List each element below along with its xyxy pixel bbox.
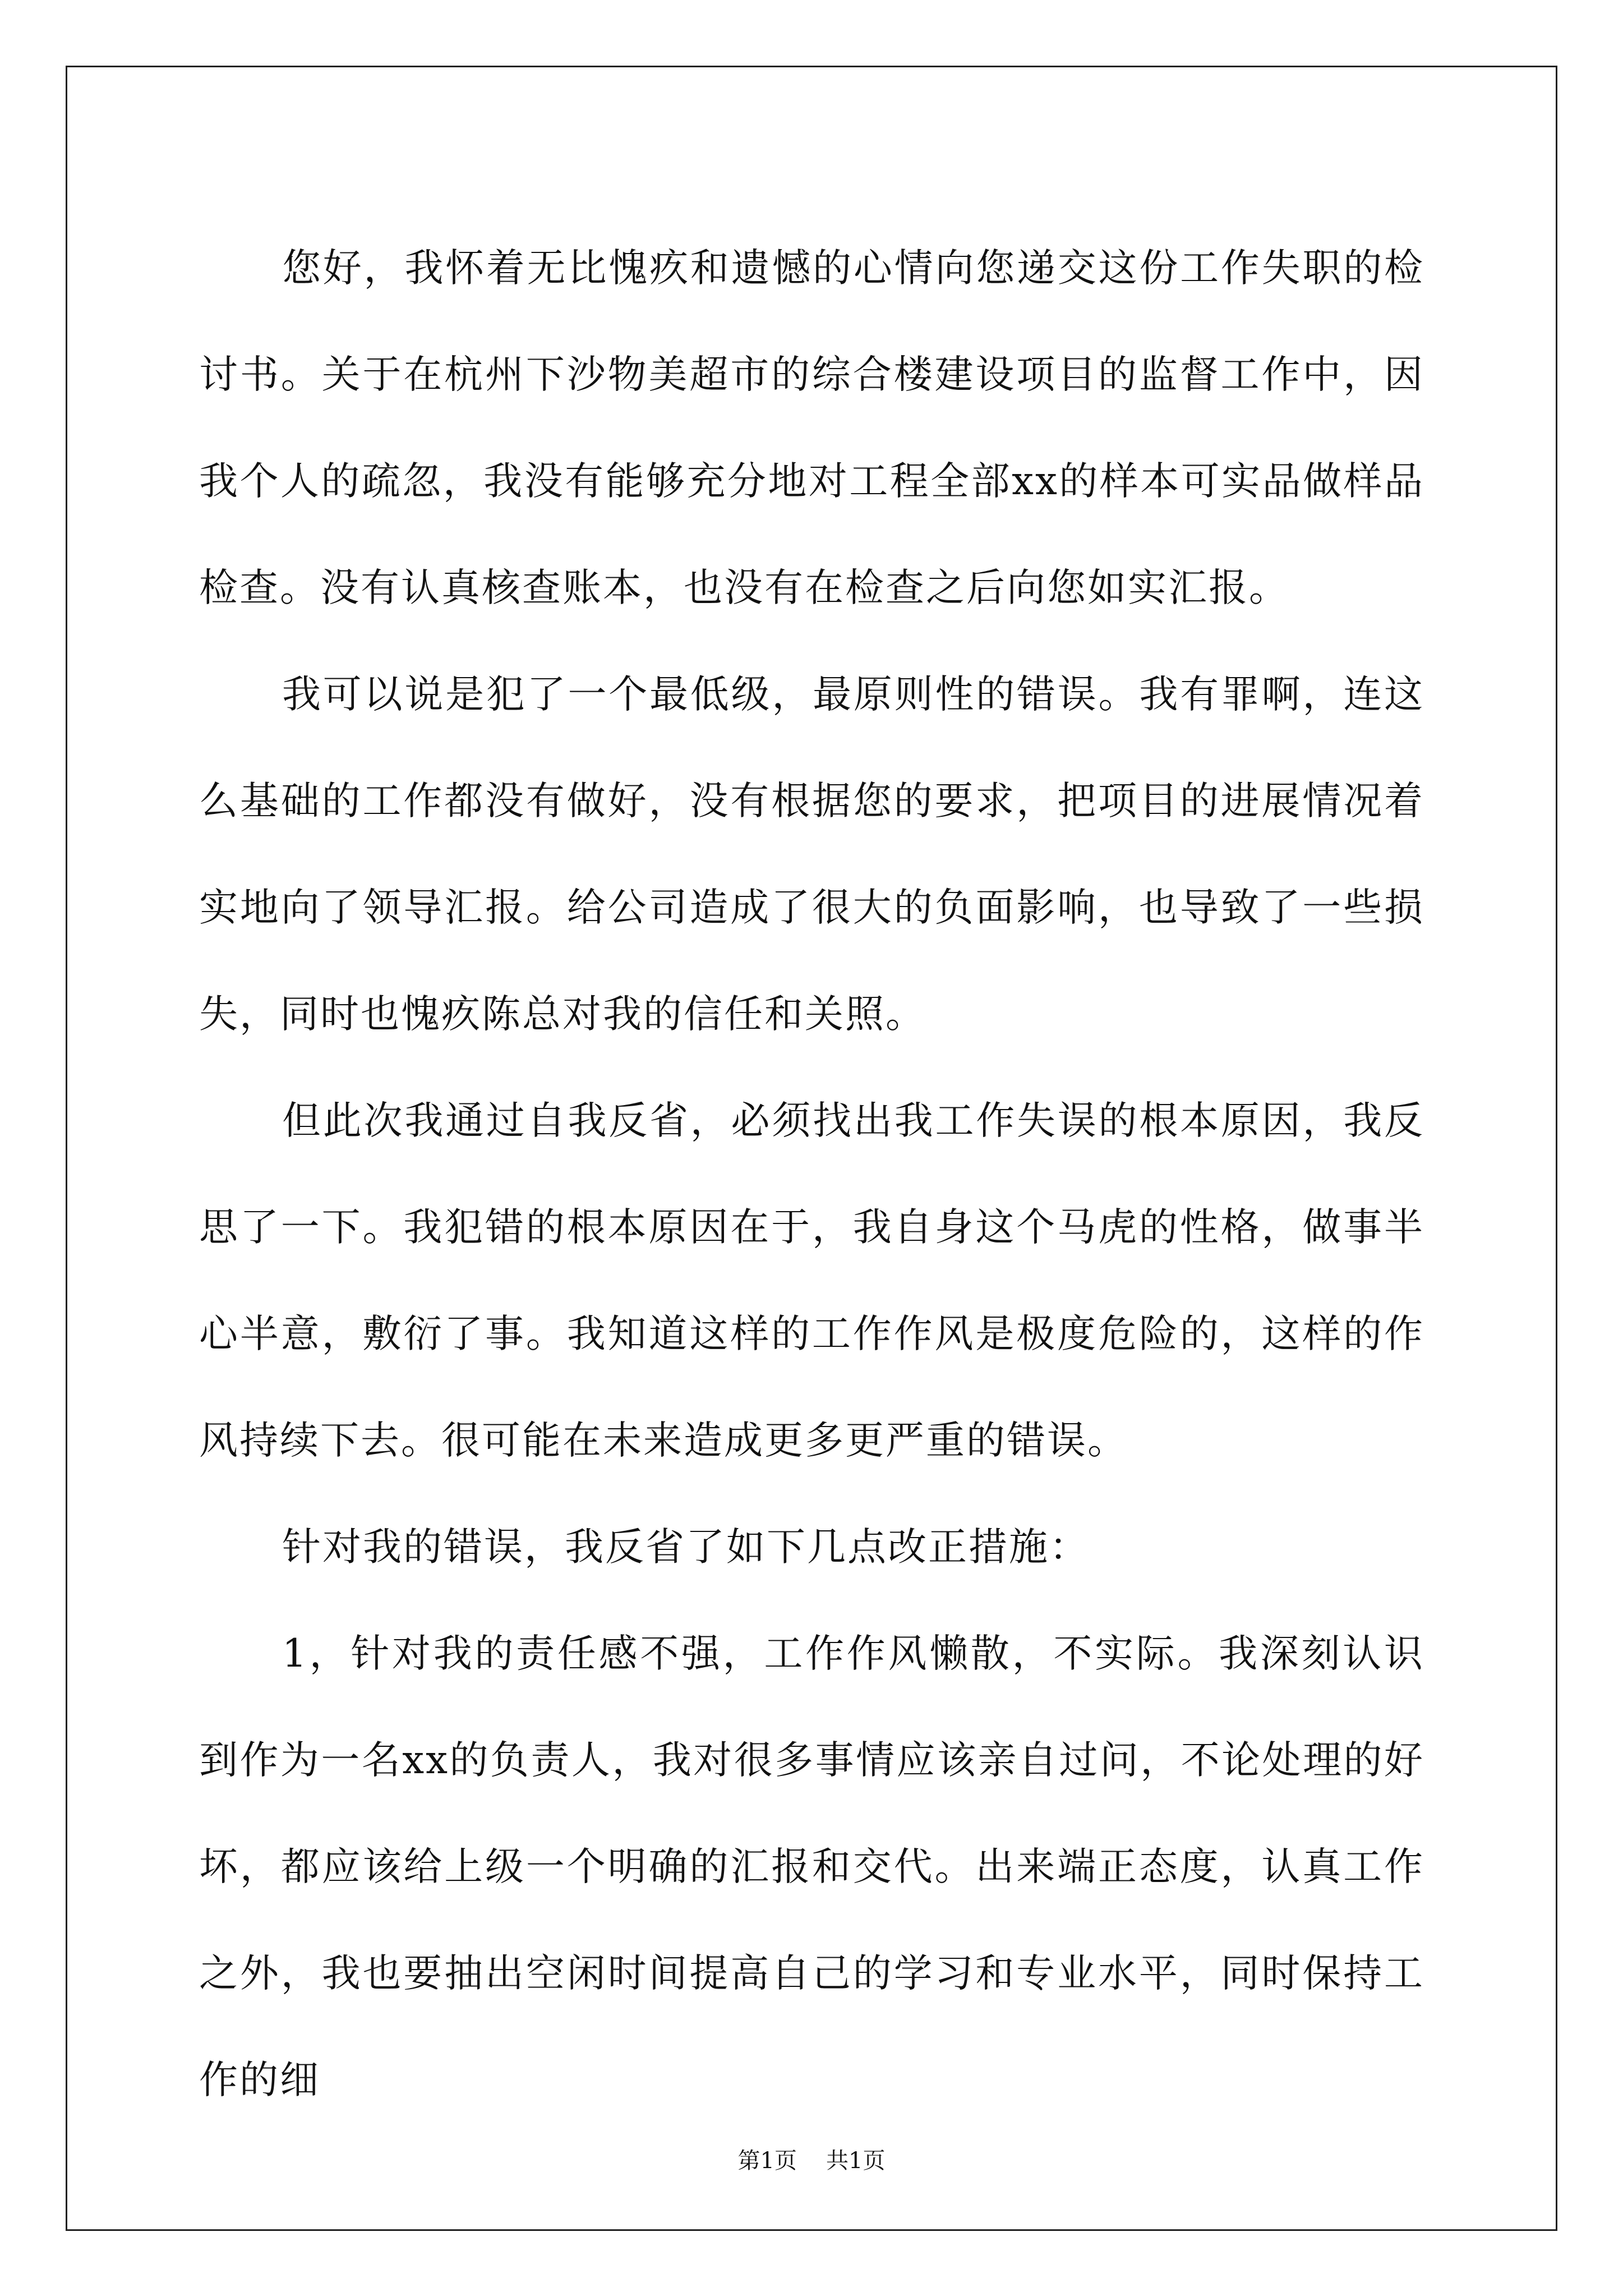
page-total: 共1页 (826, 2148, 886, 2174)
paragraph: 但此次我通过自我反省，必须找出我工作失误的根本原因，我反思了一下。我犯错的根本原因在于，我自身这个马虎的性格，做事半心半意，敷衍了事。我知道这样的工作作风是极度危险的，这样的作风持续下去。很可能在未来造成更多更严重的错误。 (199, 1098, 1424, 1463)
paragraph: 我可以说是犯了一个最低级，最原则性的错误。我有罪啊，连这么基础的工作都没有做好，没有根据您的要求，把项目的进展情况着实地向了领导汇报。给公司造成了很大的负面影响，也导致了一些损失，同时也愧疚陈总对我的信任和关照。 (199, 672, 1424, 1037)
paragraph: 针对我的错误，我反省了如下几点改正措施： (282, 1525, 1090, 1570)
paragraph: 您好，我怀着无比愧疚和遗憾的心情向您递交这份工作失职的检讨书。关于在杭州下沙物美超市的综合楼建设项目的监督工作中，因我个人的疏忽，我没有能够充分地对工程全部xx的样本可实品做样品检查。没有认真核查账本，也没有在检查之后向您如实汇报。 (199, 246, 1424, 610)
page-number: 第1页 (737, 2148, 797, 2174)
page-footer (0, 2144, 1623, 2178)
paragraph: 1，针对我的责任感不强，工作作风懒散，不实际。我深刻认识到作为一名xx的负责人，我对很多事情应该亲自过问，不论处理的好坏，都应该给上级一个明确的汇报和交代。出来端正态度，认真工作之外，我也要抽出空闲时间提高自己的学习和专业水平，同时保持工作的细 (199, 1631, 1424, 2102)
document-body (199, 215, 1424, 2133)
